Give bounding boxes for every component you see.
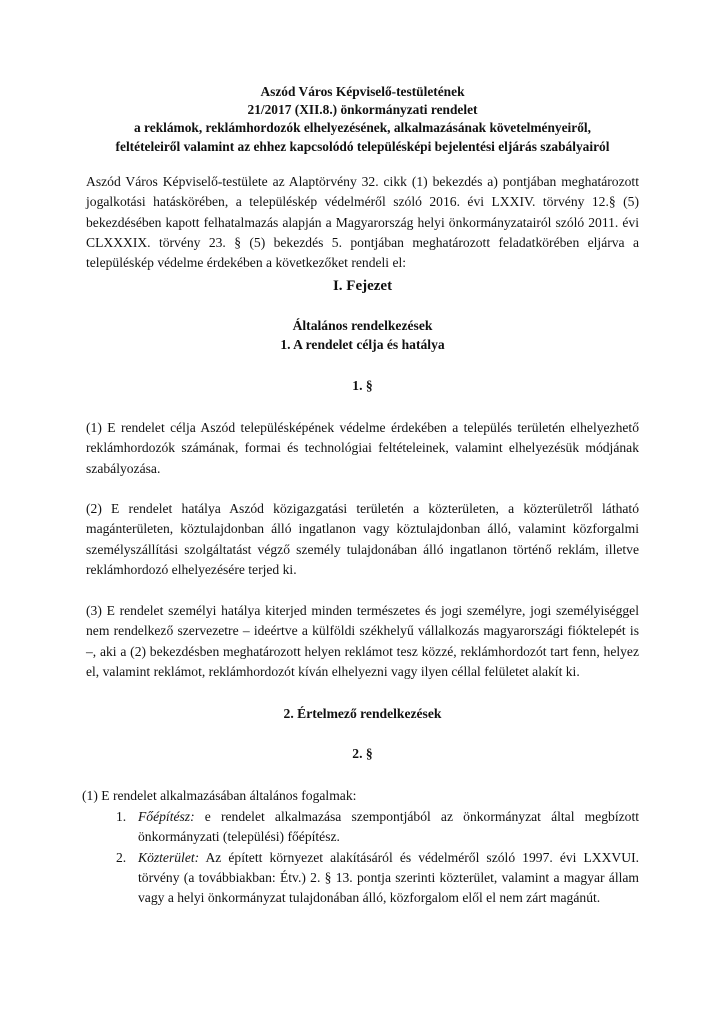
definition-item [86, 848, 639, 909]
definition-term: Főépítész: [138, 808, 195, 824]
section1-paragraph-2: (2) E rendelet hatálya Aszód közigazgatási területén a közterületen, a közterületről látható magánterületen, köztulajdonban álló ingatlanon vagy köztulajdonban álló, valamint közforgalmi személyszállítási szolgáltatást végző személy tulajdonában álló ingatlanon történő reklám, illetve reklámhordozó elhelyezésére terjed ki. [86, 501, 639, 578]
title-subject-line-1: a reklámok, reklámhordozók elhelyezésének, alkalmazásának követelményeiről, [134, 120, 591, 136]
title-issuer: Aszód Város Képviselő-testületének [260, 84, 465, 99]
definition-text: Az épített környezet alakításáról és védelméről szóló 1997. évi LXXVUI. törvény (a továbbiakban: Étv.) 2. § 13. pontja szerinti közterület, valamint a magyar állam vagy a helyi önkormányzat tulajdonában álló, közforgalom elől el nem zárt magánút. [138, 849, 639, 906]
definition-term: Közterület: [138, 849, 200, 865]
section-heading-1: 1. A rendelet célja és hatálya [280, 336, 445, 352]
section-heading-2: 2. Értelmező rendelkezések [283, 706, 442, 722]
title-subject-line-2: feltételeiről valamint az ehhez kapcsolódó településképi bejelentési eljárás szabályairól [115, 138, 610, 154]
paragraph-label-2: 2. § [352, 746, 373, 762]
definitions-list [86, 807, 639, 909]
chapter-title: I. Fejezet [332, 277, 393, 294]
document-title-block [86, 83, 639, 156]
definition-number: 1. [116, 808, 127, 824]
definition-text: e rendelet alkalmazása szempontjából az önkormányzat által megbízott önkormányzati (települési) főépítész. [138, 808, 639, 845]
preamble: Aszód Város Képviselő-testülete az Alaptörvény 32. cikk (1) bekezdés a) pontjában meghatározott jogalkotási hatáskörében, a településkép védelméről szóló 2016. évi LXXIV. törvény 12.§ (5) bekezdésében kapott felhatalmazás alapján a Magyarország helyi önkormányzatairól szóló 2011. évi CLXXXIX. törvény 23. § (5) bekezdés 5. pontjában meghatározott feladatkörében eljárva a településkép védelme érdekében a következőket rendeli el: [86, 173, 639, 271]
section1-paragraph-3: (3) E rendelet személyi hatálya kiterjed minden természetes és jogi személyre, jogi személyiséggel nem rendelkező szervezetre – ideértve a külföldi székhelyű vállalkozás magyarországi fióktelepét is –, aki a (2) bekezdésben meghatározott helyen reklámot tesz közzé, reklámhordozót tart fenn, helyez el, valamint reklámot, reklámhordozót kíván elhelyezni vagy ilyen céllal felületet alakít ki. [86, 602, 639, 679]
title-regulation-number: 21/2017 (XII.8.) önkormányzati rendelet [247, 102, 478, 118]
chapter-subtitle: Általános rendelkezések [292, 317, 433, 333]
definition-item [86, 807, 639, 848]
section1-paragraph-1: (1) E rendelet célja Aszód településképének védelme érdekében a település területén elhelyezhető reklámhordozók számának, formai és technológiai feltételeinek, valamint elhelyezésük módjának szabályozása. [86, 419, 639, 476]
document-content [82, 83, 639, 909]
definition-number: 2. [116, 849, 127, 865]
paragraph-label-1: 1. § [352, 377, 373, 393]
section2-intro: (1) E rendelet alkalmazásában általános fogalmak: [82, 788, 357, 804]
